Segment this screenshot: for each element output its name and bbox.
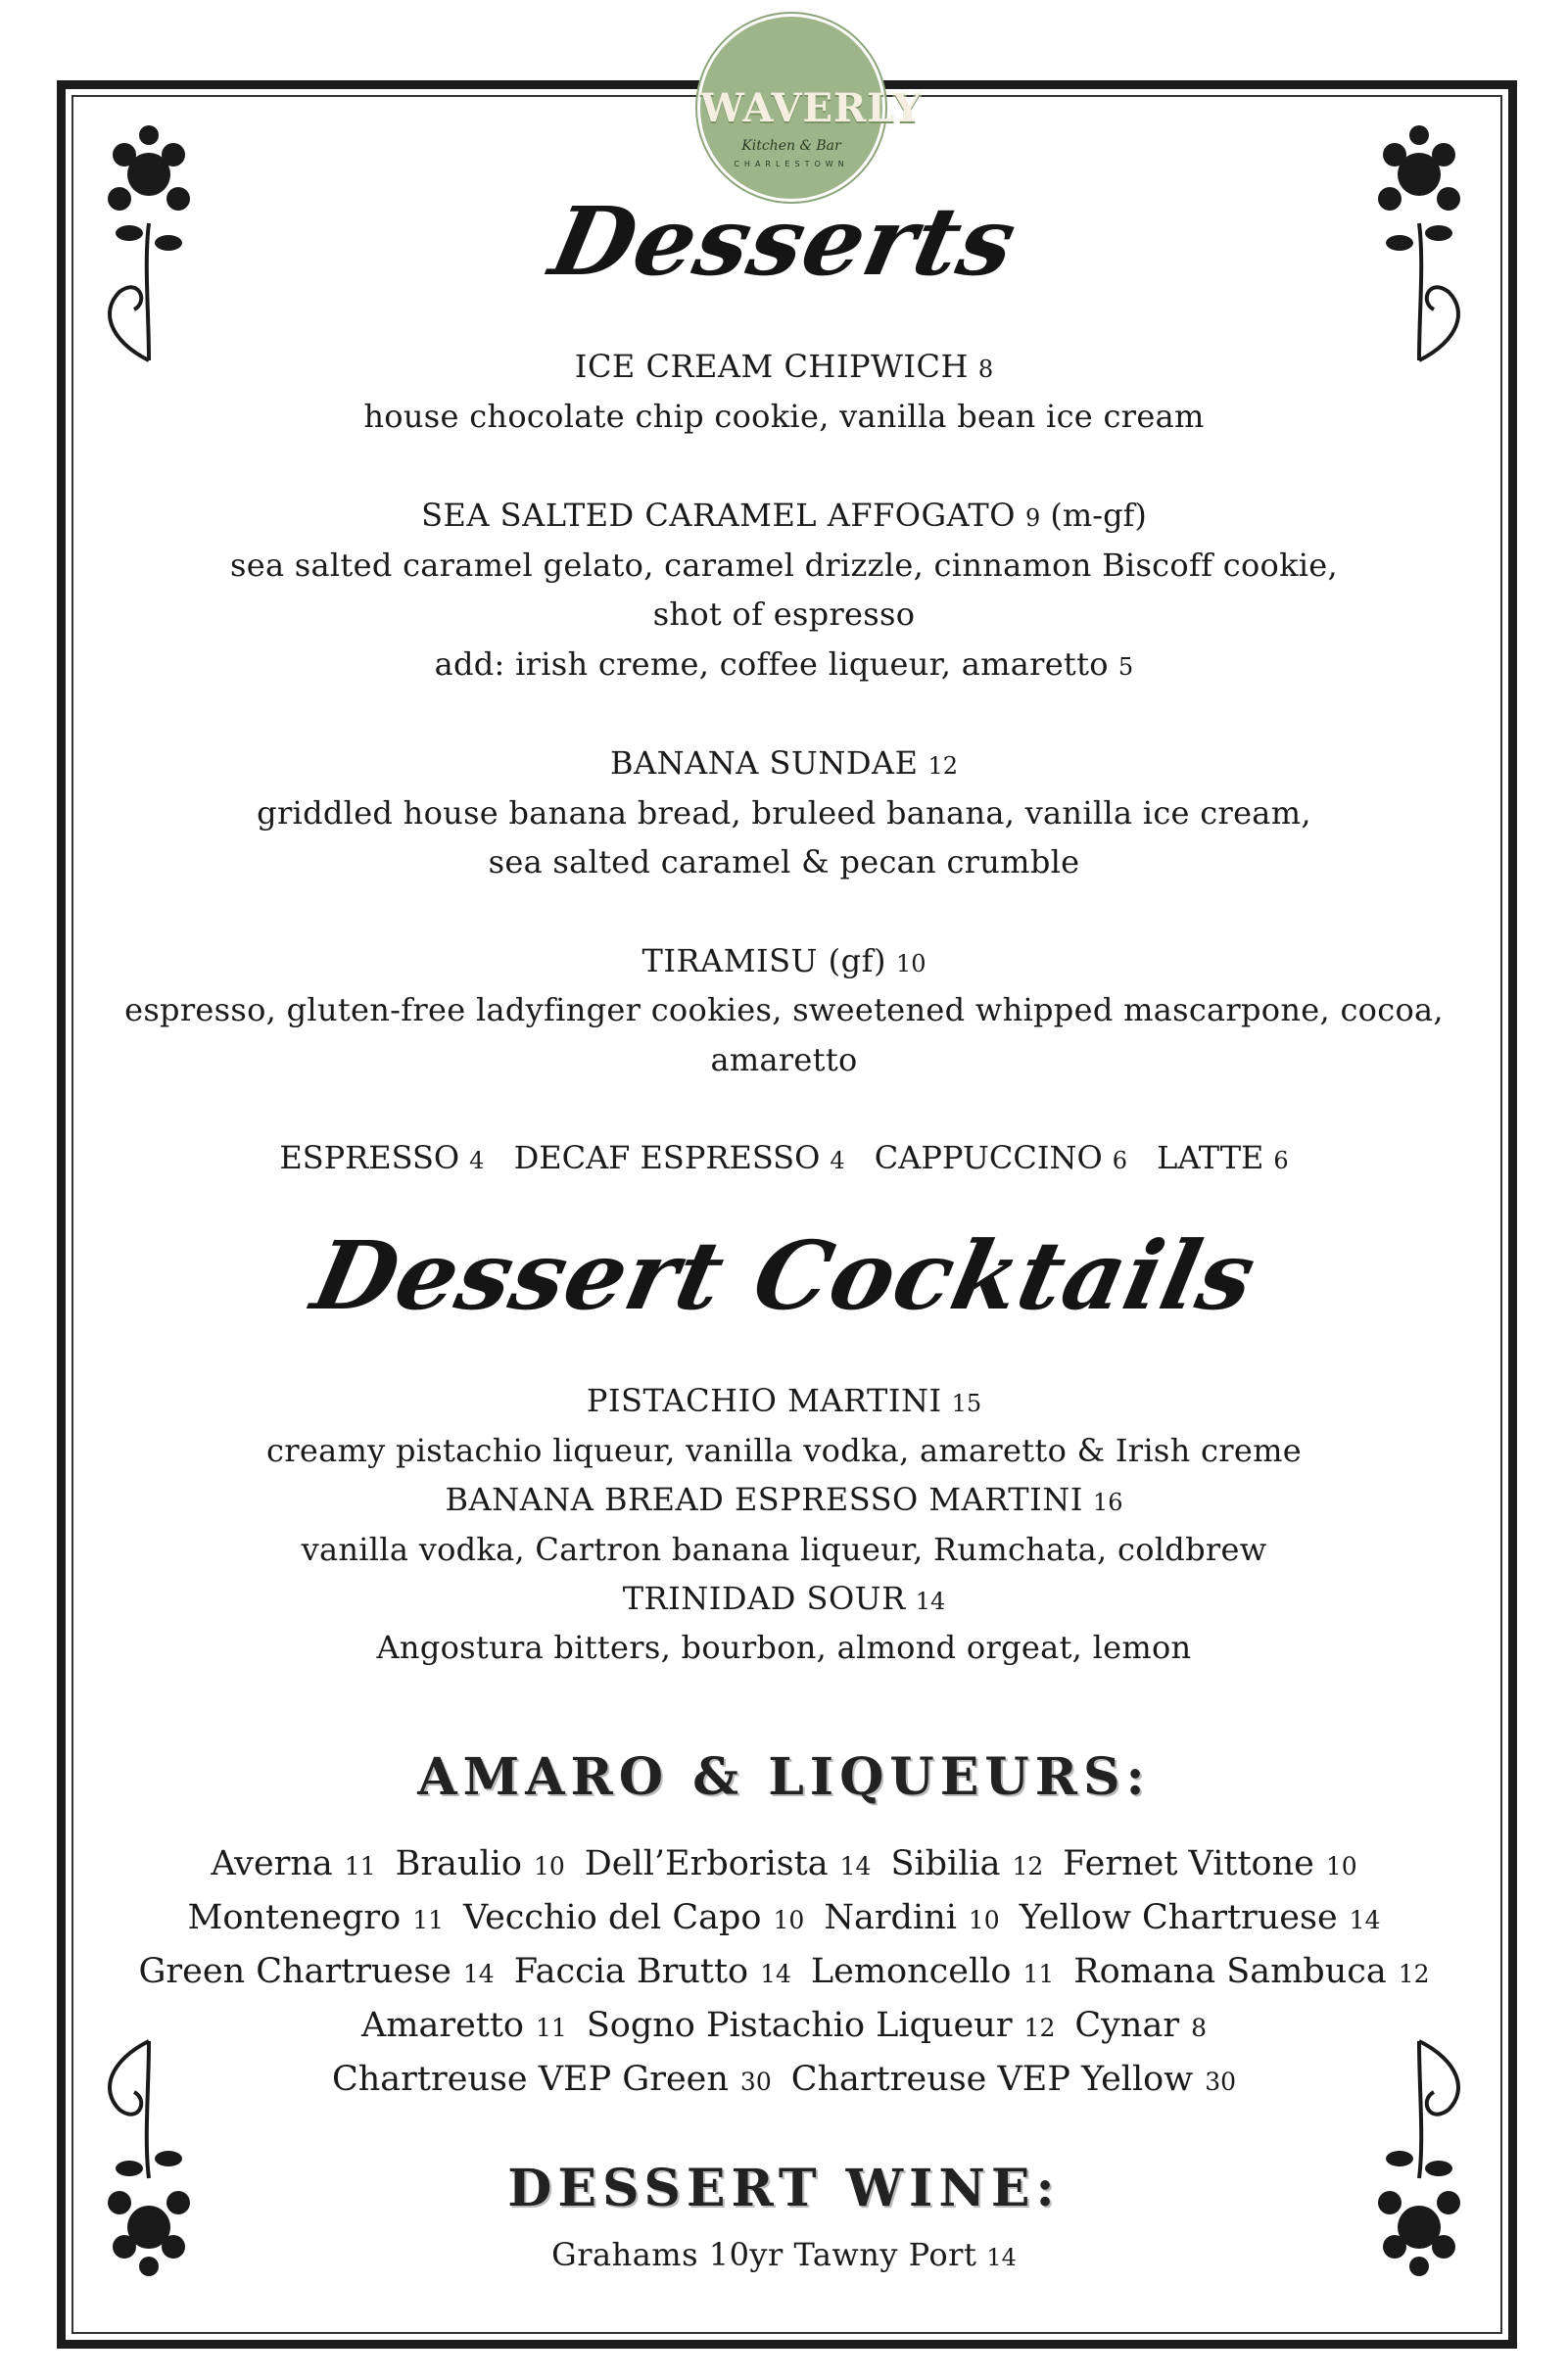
cocktail-item-name [98, 1478, 1470, 1524]
amaro-name: Yellow Chartruese [1019, 1898, 1338, 1937]
amaro-name: Chartreuse VEP Yellow [790, 2060, 1194, 2099]
cocktail-item-name [98, 1379, 1470, 1425]
coffee-name: CAPPUCCINO [874, 1139, 1103, 1176]
logo-name: WAVERLY [700, 85, 923, 131]
dessert-item-description: house chocolate chip cookie, vanilla bean ice cream [363, 398, 1205, 435]
coffee-name: DECAF ESPRESSO [513, 1139, 821, 1176]
item-price: 16 [1092, 1489, 1123, 1516]
dessert-item-name [98, 345, 1470, 391]
item-name: TRINIDAD SOUR [622, 1580, 906, 1617]
amaro-row [98, 2056, 1470, 2106]
amaro-name: Nardini [824, 1898, 957, 1937]
dessert-item-description: sea salted caramel & pecan crumble [488, 843, 1080, 880]
cocktail-item-name [98, 1577, 1470, 1623]
cocktail-item-description: vanilla vodka, Cartron banana liqueur, Rumchata, coldbrew [301, 1531, 1267, 1568]
item-price: 12 [927, 752, 959, 780]
dessert-wine-heading: DESSERT WINE: [507, 2159, 1061, 2218]
amaro-name: Faccia Brutto [513, 1952, 749, 1991]
amaro-price: 8 [1191, 2014, 1207, 2042]
cocktail-item-description: Angostura bitters, bourbon, almond orgeat, lemon [376, 1629, 1192, 1666]
amaro-name: Romana Sambuca [1073, 1952, 1387, 1991]
amaro-price: 10 [533, 1852, 565, 1880]
amaro-name: Fernet Vittone [1063, 1844, 1314, 1883]
item-name: SEA SALTED CARAMEL AFFOGATO [421, 497, 1016, 534]
item-price: 14 [986, 2244, 1017, 2271]
amaro-price: 10 [773, 1906, 805, 1934]
item-name: ICE CREAM CHIPWICH [574, 348, 969, 385]
dessert-item-description: sea salted caramel gelato, caramel drizzle, cinnamon Biscoff cookie, [229, 547, 1339, 584]
amaro-price: 10 [1325, 1852, 1357, 1880]
amaro-price: 14 [839, 1852, 872, 1880]
logo-subtitle: Kitchen & Bar [741, 138, 841, 154]
item-price: 15 [951, 1390, 982, 1417]
amaro-name: Sogno Pistachio Liqueur [586, 2006, 1013, 2045]
amaro-name: Chartreuse VEP Green [331, 2060, 729, 2099]
amaro-price: 30 [1205, 2068, 1237, 2096]
amaro-name: Cynar [1074, 2006, 1180, 2045]
desserts-title: Desserts [542, 186, 1026, 297]
waverly-logo [697, 14, 923, 202]
coffee-price: 4 [830, 1147, 845, 1174]
amaro-price: 12 [1398, 1960, 1430, 1988]
cocktails-title-wrap [98, 1222, 1470, 1330]
amaro-price: 12 [1023, 2014, 1056, 2042]
amaro-row [98, 1840, 1470, 1890]
item-note: (m-gf) [1050, 497, 1147, 534]
dessert-item-name [98, 741, 1470, 787]
coffee-price: 6 [1273, 1147, 1289, 1174]
amaro-price: 10 [968, 1906, 1000, 1934]
logo-town: CHARLESTOWN [734, 160, 849, 168]
amaro-name: Montenegro [187, 1898, 402, 1937]
amaro-price: 14 [760, 1960, 791, 1988]
addon-text: add: irish creme, coffee liqueur, amaretto [434, 645, 1109, 683]
dessert-item-description: amaretto [710, 1041, 858, 1078]
amaro-price: 30 [739, 2068, 772, 2096]
amaro-heading: AMARO & LIQUEURS: [417, 1747, 1151, 1807]
amaro-name: Vecchio del Capo [463, 1898, 762, 1937]
amaro-price: 11 [1022, 1960, 1055, 1988]
item-price: 14 [915, 1588, 946, 1615]
amaro-price: 14 [1349, 1906, 1381, 1934]
amaro-price: 14 [462, 1960, 495, 1988]
dessert-addon [98, 642, 1470, 689]
amaro-name: Green Chartruese [138, 1952, 451, 1991]
item-name: BANANA BREAD ESPRESSO MARTINI [445, 1481, 1083, 1518]
wine-item [98, 2233, 1470, 2279]
amaro-row [98, 1894, 1470, 1944]
amaro-row [98, 2002, 1470, 2052]
amaro-price: 11 [536, 2014, 567, 2042]
amaro-name: Averna [211, 1844, 333, 1883]
dessert-item-name [98, 494, 1470, 540]
coffee-price: 6 [1112, 1147, 1127, 1174]
item-price: 10 [895, 950, 927, 977]
item-price: 9 [1024, 504, 1041, 532]
item-name: TIRAMISU (gf) [641, 942, 886, 979]
coffee-name: LATTE [1157, 1139, 1264, 1176]
amaro-name: Dell’Erborista [584, 1844, 829, 1883]
cocktails-title: Dessert Cocktails [303, 1220, 1265, 1331]
dessert-item-description: griddled house banana bread, bruleed banana, vanilla ice cream, [257, 794, 1311, 832]
amaro-name: Lemoncello [810, 1952, 1012, 1991]
dessert-item-description: espresso, gluten-free ladyfinger cookies, sweetened whipped mascarpone, cocoa, [124, 991, 1444, 1028]
item-name: PISTACHIO MARTINI [586, 1382, 942, 1419]
amaro-name: Amaretto [361, 2006, 524, 2045]
coffee-line [98, 1136, 1470, 1182]
amaro-price: 12 [1012, 1852, 1044, 1880]
amaro-price: 11 [412, 1906, 445, 1934]
item-price: 8 [977, 356, 994, 383]
amaro-name: Sibilia [890, 1844, 1001, 1883]
item-name: Grahams 10yr Tawny Port [551, 2236, 977, 2273]
amaro-row [98, 1948, 1470, 1998]
dessert-item-name [98, 939, 1470, 985]
item-name: BANANA SUNDAE [609, 744, 919, 782]
amaro-name: Braulio [395, 1844, 522, 1883]
coffee-price: 4 [469, 1147, 485, 1174]
amaro-price: 11 [344, 1852, 376, 1880]
addon-price: 5 [1117, 653, 1134, 681]
cocktail-item-description: creamy pistachio liqueur, vanilla vodka, amaretto & Irish creme [266, 1432, 1302, 1469]
dessert-item-description: shot of espresso [652, 595, 916, 633]
desserts-title-wrap [98, 188, 1470, 296]
coffee-name: ESPRESSO [279, 1139, 460, 1176]
